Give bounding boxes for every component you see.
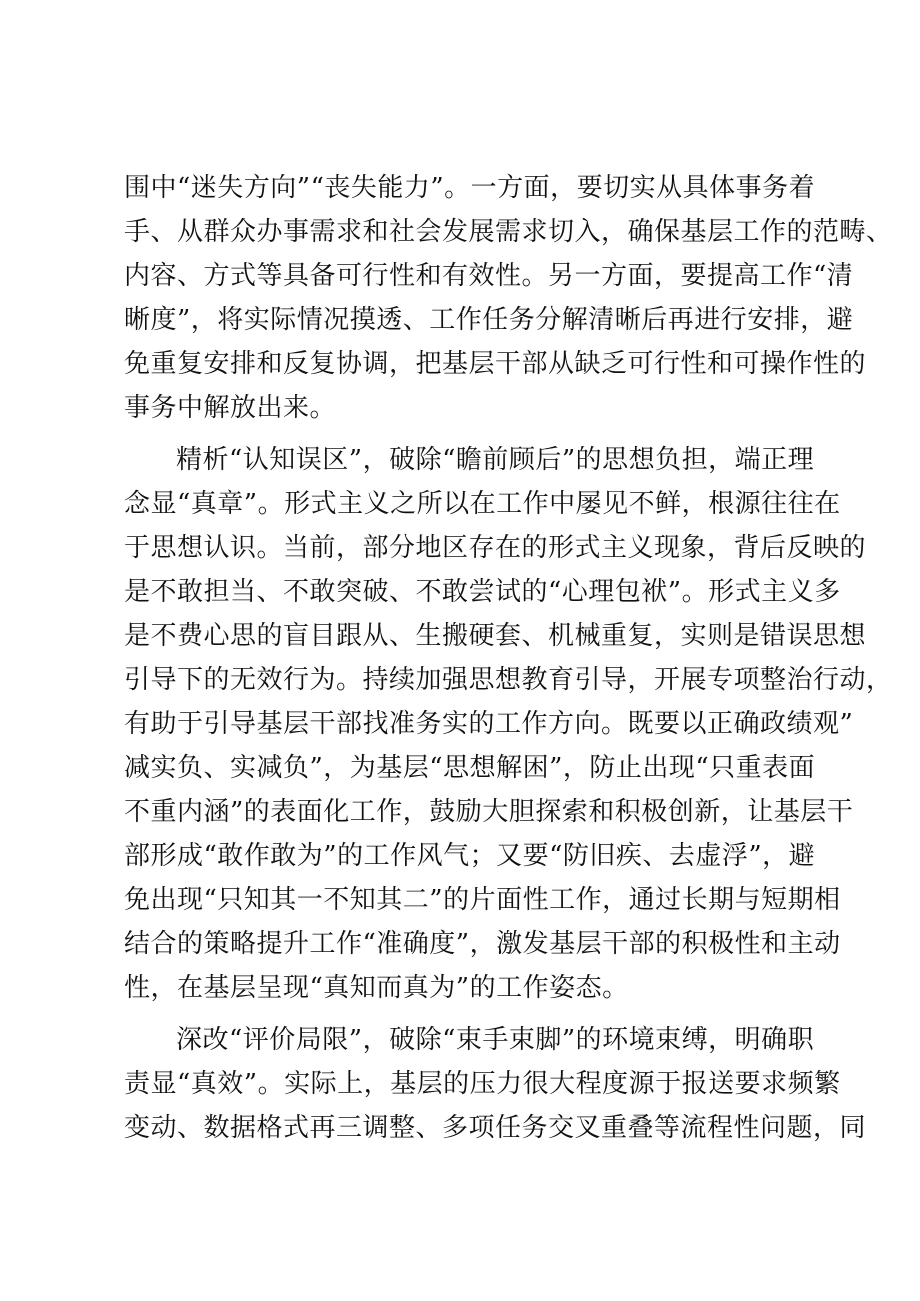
paragraph-2-line-1: 精析“认知误区”，破除“瞻前顾后”的思想负担，端正理 xyxy=(176,445,815,475)
paragraph-2-line-10: 部形成“敢作敢为”的工作风气；又要“防旧疾、去虚浮”，避 xyxy=(124,841,816,871)
paragraph-1-line-6: 事务中解放出来。 xyxy=(124,393,337,423)
paragraph-2-line-9: 不重内涵”的表面化工作，鼓励大胆探索和积极创新，让基层干 xyxy=(124,797,854,827)
paragraph-2-line-6: 引导下的无效行为。持续加强思想教育引导，开展专项整治行动， xyxy=(124,665,893,695)
paragraph-2-line-11: 免出现“只知其一不知其二”的片面性工作，通过长期与短期相 xyxy=(124,885,841,915)
paragraph-1-line-4: 晰度”，将实际情况摸透、工作任务分解清晰后再进行安排，避 xyxy=(124,305,854,335)
paragraph-3-line-2: 责显“真效”。实际上，基层的压力很大程度源于报送要求频繁 xyxy=(124,1069,841,1099)
paragraph-1-line-1: 围中“迷失方向”“丧失能力”。一方面，要切实从具体事务着 xyxy=(124,173,816,203)
paragraph-2-line-8: 减实负、实减负”，为基层“思想解困”，防止出现“只重表面 xyxy=(124,753,816,783)
paragraph-2-line-3: 于思想认识。当前，部分地区存在的形式主义现象，背后反映的 xyxy=(124,533,867,563)
paragraph-1-line-3: 内容、方式等具备可行性和有效性。另一方面，要提高工作“清 xyxy=(124,261,854,291)
paragraph-2-line-5: 是不费心思的盲目跟从、生搬硬套、机械重复，实则是错误思想 xyxy=(124,621,867,651)
paragraph-2-line-2: 念显“真章”。形式主义之所以在工作中屡见不鲜，根源往往在 xyxy=(124,489,841,519)
paragraph-2-line-12: 结合的策略提升工作“准确度”，激发基层干部的积极性和主动 xyxy=(124,929,841,959)
paragraph-2-line-7: 有助于引导基层干部找准务实的工作方向。既要以正确政绩观” xyxy=(124,709,854,739)
paragraph-2-line-13: 性，在基层呈现“真知而真为”的工作姿态。 xyxy=(124,973,629,1003)
paragraph-2-line-4: 是不敢担当、不敢突破、不敢尝试的“心理包袱”。形式主义多 xyxy=(124,577,841,607)
paragraph-1-line-2: 手、从群众办事需求和社会发展需求切入，确保基层工作的范畴、 xyxy=(124,217,893,247)
paragraph-1-line-5: 免重复安排和反复协调，把基层干部从缺乏可行性和可操作性的 xyxy=(124,349,867,379)
paragraph-3-line-3: 变动、数据格式再三调整、多项任务交叉重叠等流程性问题，同 xyxy=(124,1113,867,1143)
paragraph-3-line-1: 深改“评价局限”，破除“束手束脚”的环境束缚，明确职 xyxy=(176,1025,815,1055)
